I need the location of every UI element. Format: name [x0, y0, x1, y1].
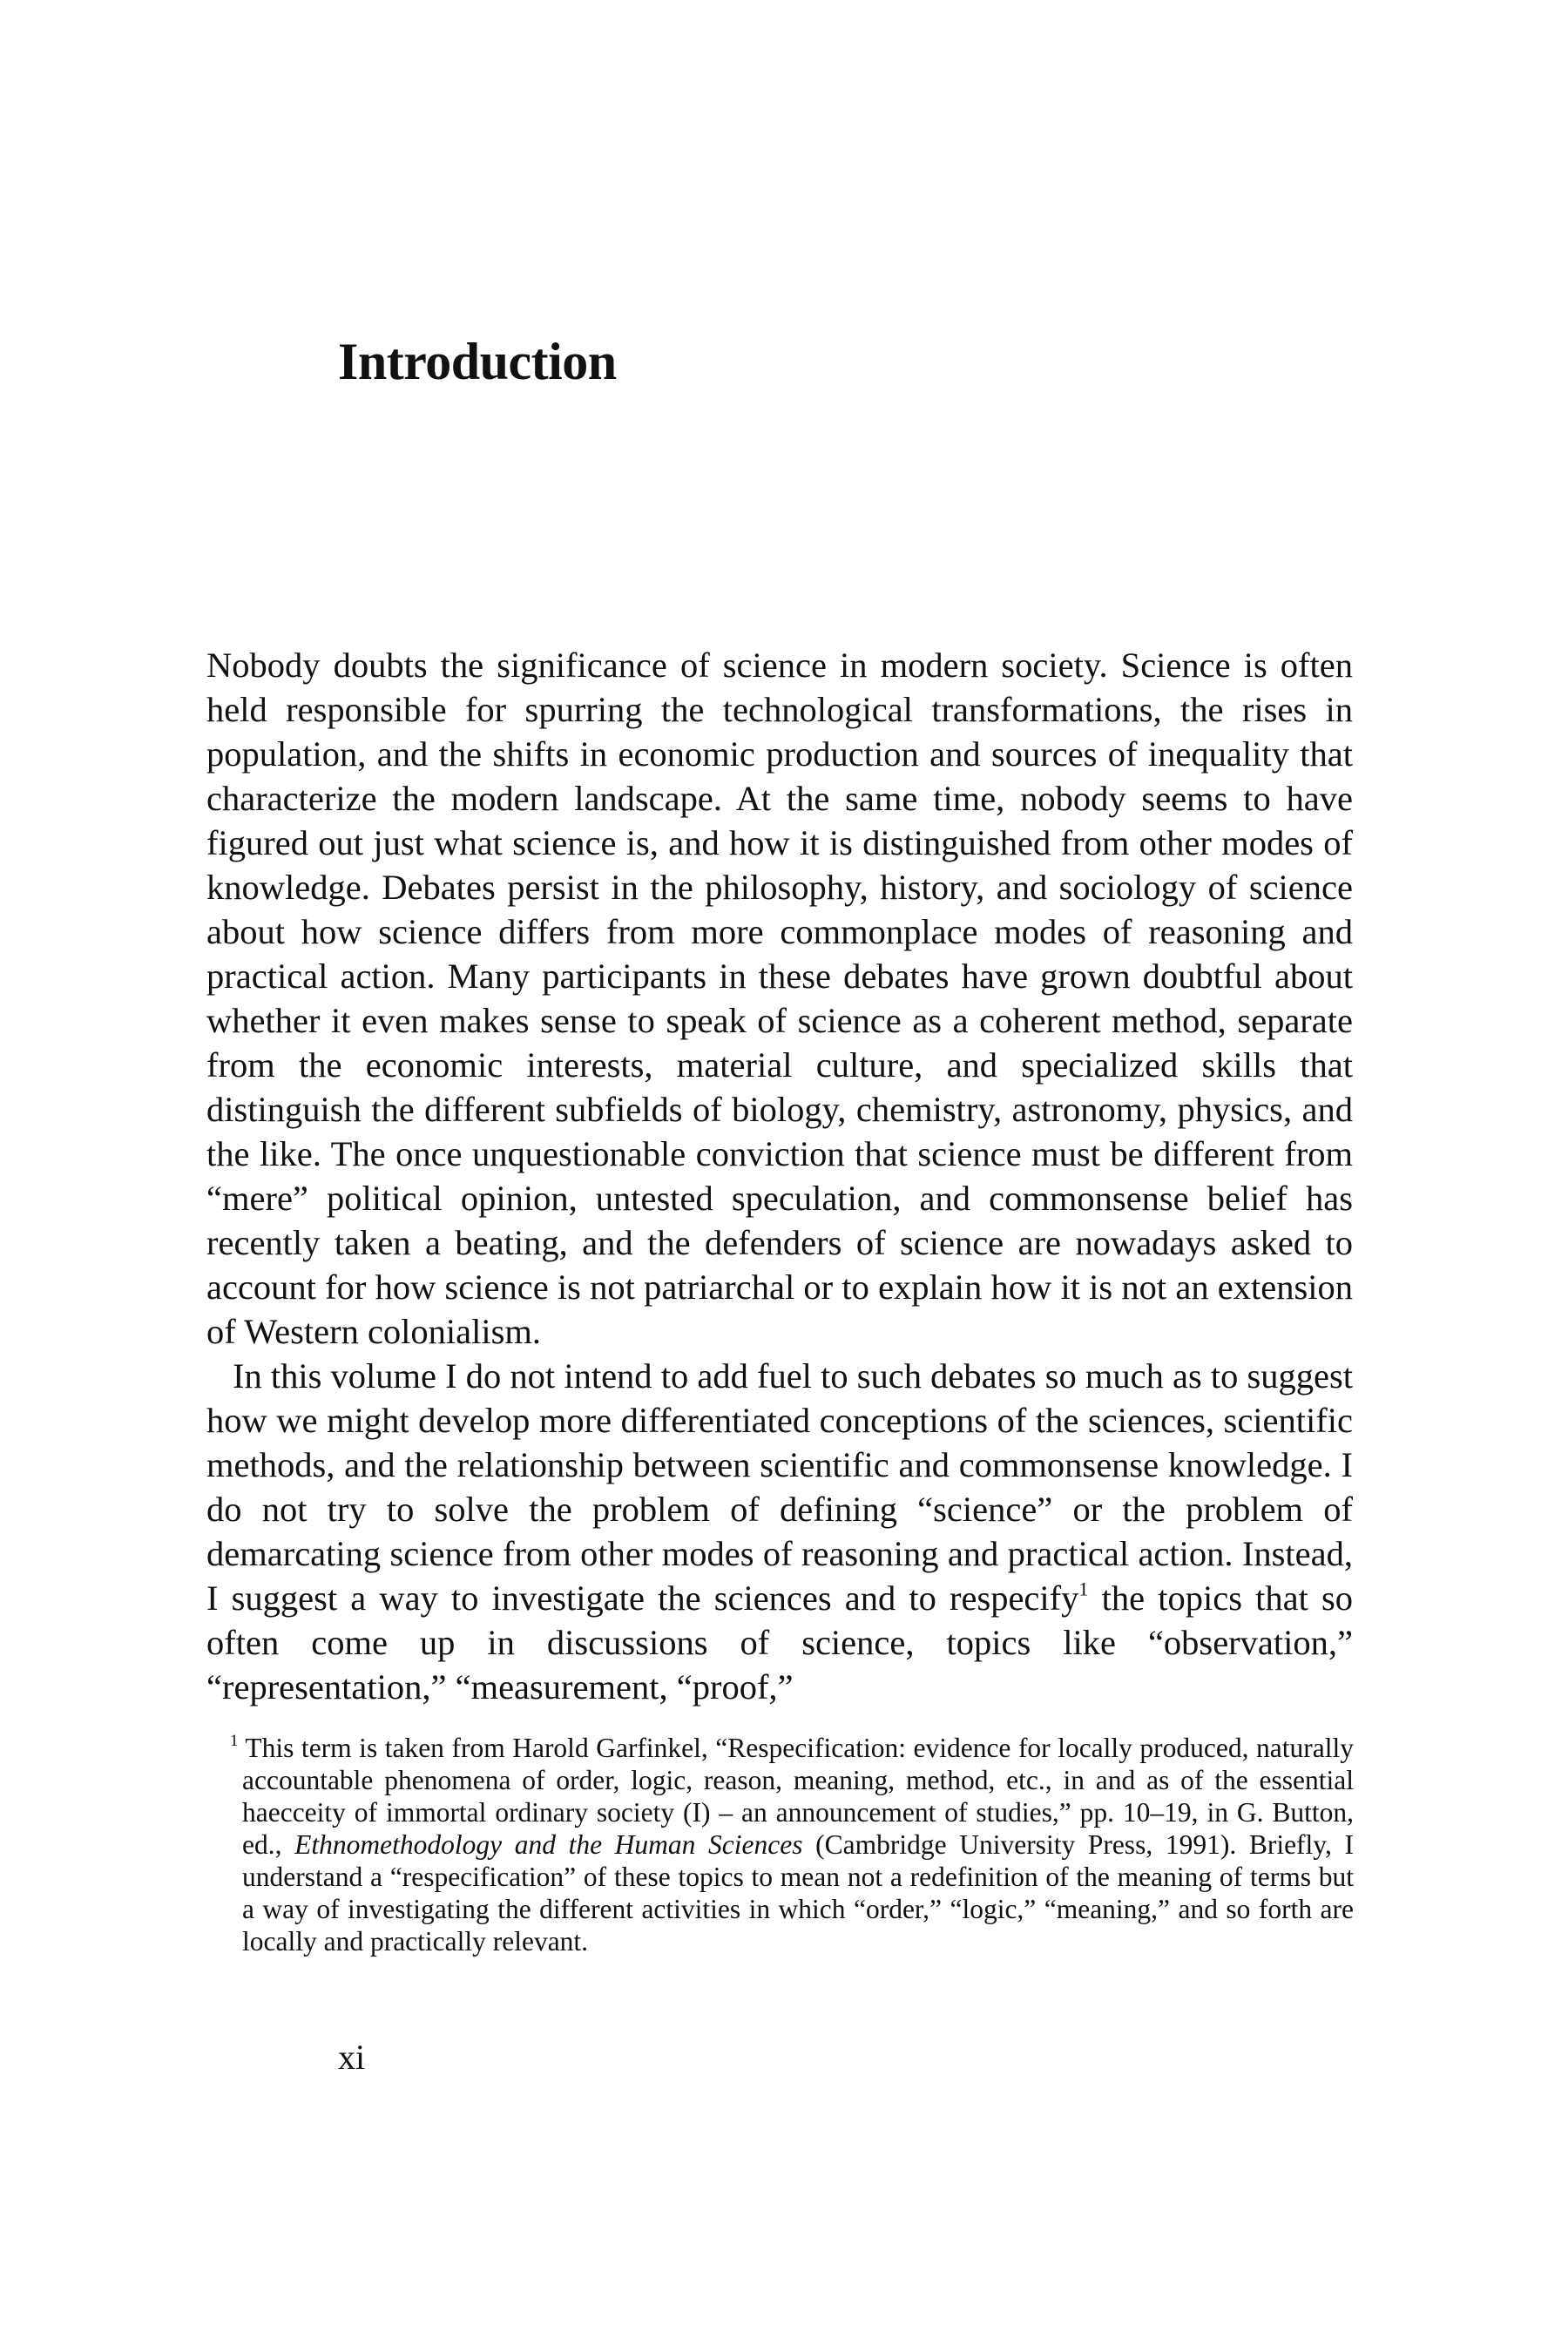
body-text	[206, 643, 1353, 1709]
footnote-reference: 1	[1078, 1578, 1089, 1600]
footnote-book-title: Ethnomethodology and the Human Sciences	[294, 1829, 803, 1860]
paragraph-2	[206, 1354, 1353, 1709]
paragraph-2-start: In this volume I do not intend to add fuel to such debates so much as to suggest how we might develop more differentiated conceptions of the sciences, scientific methods, and the relationship between scientific and commonsense knowledge. I do not try to solve the problem of defining “science” or the problem of demarcating science from other modes of reasoning and practical action. Instead, I suggest a way to investigate the sciences and to respecify	[206, 1356, 1353, 1618]
footnote-text-start: This term is taken from Harold Garfinkel, “Respecification: evidence for locally produced, naturally accountable phenomena of order, logic, reason, meaning, method, etc., in and as of the essential haecceity of immortal ordinary society (I) – an announcement of studies,” pp. 10–19, in G. Button, ed.,	[238, 1733, 1354, 1860]
paragraph-2-end: the topics that so often come up in discussions of science, topics like “observation,” “representation,” “measurement, “proof,”	[206, 1578, 1353, 1707]
footnote-marker: 1	[230, 1731, 239, 1750]
paragraph-1: Nobody doubts the significance of science in modern society. Science is often held responsible for spurring the technological transformations, the rises in population, and the shifts in economic production and sources of inequality that characterize the modern landscape. At the same time, nobody seems to have figured out just what science is, and how it is distinguished from other modes of knowledge. Debates persist in the philosophy, history, and sociology of science about how science differs from more commonplace modes of reasoning and practical action. Many participants in these debates have grown doubtful about whether it even makes sense to speak of science as a coherent method, separate from the economic interests, material culture, and specialized skills that distinguish the different subfields of biology, chemistry, astronomy, physics, and the like. The once unquestionable conviction that science must be different from “mere” political opinion, untested speculation, and commonsense belief has recently taken a beating, and the defenders of science are nowadays asked to account for how science is not patriarchal or to explain how it is not an extension of Western colonialism.	[206, 645, 1353, 1351]
footnote-text-end: (Cambridge University Press, 1991). Briefly, I understand a “respecification” of these topics to mean not a redefinition of the meaning of terms but a way of investigating the different activities in which “order,” “logic,” “meaning,” and so forth are locally and practically relevant.	[242, 1829, 1354, 1957]
footnote	[230, 1732, 1354, 1957]
page-number: xi	[338, 2038, 366, 2077]
chapter-title: Introduction	[338, 333, 617, 390]
